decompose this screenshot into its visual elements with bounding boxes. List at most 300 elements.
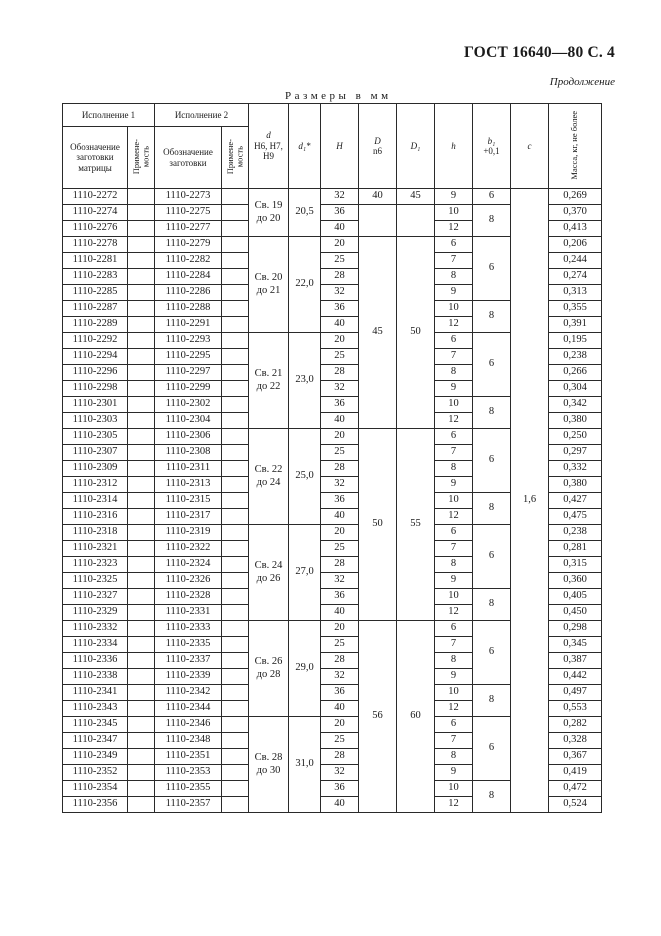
version-2-application — [222, 365, 249, 381]
d-range-to: до 24 — [256, 476, 281, 488]
version-1-designation: 1110-2321 — [63, 541, 128, 557]
H-cell: 36 — [321, 685, 359, 701]
mass-cell: 0,274 — [549, 269, 602, 285]
mass-cell: 0,367 — [549, 749, 602, 765]
version-2-application — [222, 797, 249, 813]
d-range-cell — [249, 525, 289, 621]
mass-cell: 0,282 — [549, 717, 602, 733]
header-application-1 — [128, 127, 155, 189]
H-cell: 40 — [321, 797, 359, 813]
mass-cell: 0,450 — [549, 605, 602, 621]
version-2-application — [222, 429, 249, 445]
version-1-designation: 1110-2276 — [63, 221, 128, 237]
version-2-application — [222, 445, 249, 461]
d-range-from: Св. 20 — [254, 272, 283, 284]
version-2-application — [222, 237, 249, 253]
table-row — [63, 189, 602, 205]
header-d-fit: H6, H7, H9 — [254, 140, 283, 162]
version-1-designation: 1110-2334 — [63, 637, 128, 653]
H-cell: 28 — [321, 749, 359, 765]
mass-cell: 0,497 — [549, 685, 602, 701]
mass-cell: 0,380 — [549, 413, 602, 429]
version-1-designation: 1110-2283 — [63, 269, 128, 285]
H-cell: 32 — [321, 765, 359, 781]
page-header: ГОСТ 16640—80 С. 4 — [463, 44, 615, 61]
version-2-designation: 1110-2295 — [155, 349, 222, 365]
header-mass-label: Масса, кг, не более — [569, 110, 580, 180]
h-cell: 7 — [435, 253, 473, 269]
version-1-application — [128, 621, 155, 637]
version-1-designation: 1110-2301 — [63, 397, 128, 413]
version-2-application — [222, 541, 249, 557]
version-1-designation: 1110-2294 — [63, 349, 128, 365]
version-1-designation: 1110-2329 — [63, 605, 128, 621]
h-cell: 10 — [435, 589, 473, 605]
header-d-symbol: d — [266, 130, 271, 141]
mass-cell: 0,472 — [549, 781, 602, 797]
version-2-application — [222, 509, 249, 525]
mass-cell: 0,391 — [549, 317, 602, 333]
D-cell: 56 — [359, 621, 397, 813]
D-cell: 45 — [359, 237, 397, 429]
version-2-application — [222, 349, 249, 365]
version-2-designation: 1110-2344 — [155, 701, 222, 717]
d-range-to: до 26 — [256, 572, 281, 584]
version-2-designation: 1110-2324 — [155, 557, 222, 573]
h-cell: 12 — [435, 413, 473, 429]
d1-cell: 27,0 — [289, 525, 321, 621]
version-1-designation: 1110-2356 — [63, 797, 128, 813]
version-1-designation: 1110-2278 — [63, 237, 128, 253]
d-range-cell — [249, 717, 289, 813]
h-cell: 8 — [435, 557, 473, 573]
H-cell: 20 — [321, 429, 359, 445]
version-1-application — [128, 445, 155, 461]
version-1-designation: 1110-2341 — [63, 685, 128, 701]
version-1-designation: 1110-2272 — [63, 189, 128, 205]
H-cell: 36 — [321, 301, 359, 317]
version-2-designation: 1110-2333 — [155, 621, 222, 637]
d-range-from: Св. 28 — [254, 752, 283, 764]
version-2-designation: 1110-2331 — [155, 605, 222, 621]
version-1-designation: 1110-2298 — [63, 381, 128, 397]
version-2-application — [222, 221, 249, 237]
version-2-designation: 1110-2286 — [155, 285, 222, 301]
version-1-application — [128, 685, 155, 701]
header-D — [359, 104, 397, 189]
H-cell: 25 — [321, 541, 359, 557]
h-cell: 9 — [435, 573, 473, 589]
h-cell: 12 — [435, 317, 473, 333]
version-1-designation: 1110-2336 — [63, 653, 128, 669]
version-2-application — [222, 653, 249, 669]
version-2-designation: 1110-2273 — [155, 189, 222, 205]
version-1-application — [128, 749, 155, 765]
version-2-application — [222, 605, 249, 621]
d1-cell: 31,0 — [289, 717, 321, 813]
version-2-application — [222, 397, 249, 413]
H-cell: 36 — [321, 493, 359, 509]
b1-cell: 6 — [473, 621, 511, 685]
mass-cell: 0,355 — [549, 301, 602, 317]
version-1-application — [128, 589, 155, 605]
version-1-application — [128, 317, 155, 333]
version-1-application — [128, 381, 155, 397]
H-cell: 20 — [321, 621, 359, 637]
h-cell: 6 — [435, 237, 473, 253]
d-range-from: Св. 21 — [254, 368, 283, 380]
mass-cell: 0,405 — [549, 589, 602, 605]
mass-cell: 0,345 — [549, 637, 602, 653]
version-1-application — [128, 237, 155, 253]
version-1-application — [128, 333, 155, 349]
mass-cell: 0,238 — [549, 349, 602, 365]
version-1-designation: 1110-2347 — [63, 733, 128, 749]
b1-cell: 8 — [473, 493, 511, 525]
H-cell: 36 — [321, 781, 359, 797]
h-cell: 6 — [435, 717, 473, 733]
version-2-designation: 1110-2319 — [155, 525, 222, 541]
H-cell: 28 — [321, 653, 359, 669]
h-cell: 9 — [435, 477, 473, 493]
version-2-designation: 1110-2335 — [155, 637, 222, 653]
version-2-designation: 1110-2326 — [155, 573, 222, 589]
version-2-designation: 1110-2342 — [155, 685, 222, 701]
h-cell: 9 — [435, 285, 473, 301]
version-1-application — [128, 301, 155, 317]
version-2-application — [222, 669, 249, 685]
version-1-designation: 1110-2309 — [63, 461, 128, 477]
h-cell: 6 — [435, 525, 473, 541]
version-2-application — [222, 589, 249, 605]
version-1-application — [128, 461, 155, 477]
version-2-designation: 1110-2279 — [155, 237, 222, 253]
version-2-designation: 1110-2297 — [155, 365, 222, 381]
mass-cell: 0,328 — [549, 733, 602, 749]
version-2-application — [222, 557, 249, 573]
mass-cell: 0,380 — [549, 477, 602, 493]
header-d — [249, 104, 289, 189]
version-1-designation: 1110-2307 — [63, 445, 128, 461]
version-2-application — [222, 573, 249, 589]
h-cell: 9 — [435, 189, 473, 205]
h-cell: 9 — [435, 381, 473, 397]
version-2-application — [222, 477, 249, 493]
version-2-designation: 1110-2275 — [155, 205, 222, 221]
version-2-application — [222, 381, 249, 397]
version-2-designation: 1110-2348 — [155, 733, 222, 749]
H-cell: 32 — [321, 477, 359, 493]
h-cell: 10 — [435, 301, 473, 317]
version-1-designation: 1110-2352 — [63, 765, 128, 781]
version-2-application — [222, 205, 249, 221]
d-range-to: до 28 — [256, 668, 281, 680]
version-1-designation: 1110-2318 — [63, 525, 128, 541]
version-1-application — [128, 541, 155, 557]
version-2-application — [222, 301, 249, 317]
header-d1: d₁* — [289, 104, 321, 189]
version-1-application — [128, 637, 155, 653]
H-cell: 40 — [321, 509, 359, 525]
version-1-designation: 1110-2325 — [63, 573, 128, 589]
mass-cell: 0,413 — [549, 221, 602, 237]
version-2-application — [222, 461, 249, 477]
H-cell: 25 — [321, 349, 359, 365]
d1-cell: 25,0 — [289, 429, 321, 525]
D-cell: 50 — [359, 429, 397, 621]
version-1-application — [128, 189, 155, 205]
version-1-designation: 1110-2323 — [63, 557, 128, 573]
H-cell: 32 — [321, 573, 359, 589]
d-range-from: Св. 24 — [254, 560, 283, 572]
version-2-application — [222, 621, 249, 637]
d-range-cell — [249, 237, 289, 333]
version-1-designation: 1110-2338 — [63, 669, 128, 685]
H-cell: 25 — [321, 253, 359, 269]
b1-cell: 8 — [473, 781, 511, 813]
header-D1: D₁ — [397, 104, 435, 189]
version-1-application — [128, 701, 155, 717]
b1-cell: 6 — [473, 237, 511, 301]
version-2-application — [222, 637, 249, 653]
version-1-application — [128, 605, 155, 621]
mass-cell: 0,313 — [549, 285, 602, 301]
version-2-application — [222, 317, 249, 333]
version-1-application — [128, 397, 155, 413]
version-2-designation: 1110-2355 — [155, 781, 222, 797]
version-1-designation: 1110-2289 — [63, 317, 128, 333]
version-1-application — [128, 669, 155, 685]
header-b1-symbol: b₁ — [487, 135, 496, 146]
mass-cell: 0,427 — [549, 493, 602, 509]
mass-cell: 0,244 — [549, 253, 602, 269]
version-2-designation: 1110-2282 — [155, 253, 222, 269]
h-cell: 7 — [435, 733, 473, 749]
version-1-application — [128, 653, 155, 669]
version-2-designation: 1110-2357 — [155, 797, 222, 813]
b1-cell: 8 — [473, 589, 511, 621]
version-1-application — [128, 573, 155, 589]
b1-cell: 6 — [473, 429, 511, 493]
version-1-designation: 1110-2281 — [63, 253, 128, 269]
header-h: h — [435, 104, 473, 189]
b1-cell: 6 — [473, 525, 511, 589]
version-2-application — [222, 717, 249, 733]
version-2-application — [222, 701, 249, 717]
header-designation-2: Обозначение заготовки — [155, 127, 222, 189]
header-D-symbol: D — [374, 135, 381, 146]
b1-cell: 8 — [473, 301, 511, 333]
d-range-cell — [249, 429, 289, 525]
version-2-application — [222, 189, 249, 205]
version-2-application — [222, 493, 249, 509]
header-application-2 — [222, 127, 249, 189]
version-1-application — [128, 525, 155, 541]
version-2-designation: 1110-2291 — [155, 317, 222, 333]
mass-cell: 0,360 — [549, 573, 602, 589]
h-cell: 12 — [435, 509, 473, 525]
h-cell: 8 — [435, 749, 473, 765]
c-cell: 1,6 — [511, 189, 549, 813]
version-1-designation: 1110-2316 — [63, 509, 128, 525]
version-2-application — [222, 685, 249, 701]
H-cell: 40 — [321, 701, 359, 717]
mass-cell: 0,206 — [549, 237, 602, 253]
header-application-1-label: Примене- мость — [130, 138, 150, 174]
header-b1 — [473, 104, 511, 189]
h-cell: 9 — [435, 669, 473, 685]
header-c: c — [511, 104, 549, 189]
h-cell: 10 — [435, 397, 473, 413]
version-1-application — [128, 477, 155, 493]
version-1-application — [128, 781, 155, 797]
mass-cell: 0,281 — [549, 541, 602, 557]
H-cell: 40 — [321, 413, 359, 429]
H-cell: 40 — [321, 221, 359, 237]
header-version-2: Исполнение 2 — [155, 104, 249, 127]
version-2-application — [222, 781, 249, 797]
H-cell: 32 — [321, 669, 359, 685]
version-1-application — [128, 429, 155, 445]
h-cell: 9 — [435, 765, 473, 781]
version-2-designation: 1110-2353 — [155, 765, 222, 781]
version-2-application — [222, 525, 249, 541]
version-2-designation: 1110-2337 — [155, 653, 222, 669]
version-2-designation: 1110-2351 — [155, 749, 222, 765]
version-1-designation: 1110-2314 — [63, 493, 128, 509]
header-D-fit: n6 — [373, 146, 382, 156]
version-1-designation: 1110-2327 — [63, 589, 128, 605]
h-cell: 10 — [435, 493, 473, 509]
mass-cell: 0,342 — [549, 397, 602, 413]
version-2-application — [222, 749, 249, 765]
mass-cell: 0,250 — [549, 429, 602, 445]
D1-cell: 55 — [397, 429, 435, 621]
version-2-designation: 1110-2339 — [155, 669, 222, 685]
h-cell: 6 — [435, 429, 473, 445]
d-range-from: Св. 26 — [254, 656, 283, 668]
version-2-designation: 1110-2322 — [155, 541, 222, 557]
version-2-designation: 1110-2302 — [155, 397, 222, 413]
continuation-label: Продолжение — [549, 76, 615, 88]
H-cell: 25 — [321, 445, 359, 461]
b1-cell: 6 — [473, 333, 511, 397]
h-cell: 12 — [435, 701, 473, 717]
version-2-designation: 1110-2313 — [155, 477, 222, 493]
d-range-cell — [249, 333, 289, 429]
version-1-application — [128, 413, 155, 429]
version-2-application — [222, 733, 249, 749]
d-range-to: до 21 — [256, 284, 281, 296]
version-2-application — [222, 285, 249, 301]
d-range-to: до 22 — [256, 380, 281, 392]
H-cell: 25 — [321, 733, 359, 749]
D1-cell: 50 — [397, 237, 435, 429]
version-1-designation: 1110-2354 — [63, 781, 128, 797]
D1-cell: 45 — [397, 189, 435, 205]
version-1-application — [128, 253, 155, 269]
header-designation-1: Обозначение заготовки матрицы — [63, 127, 128, 189]
h-cell: 7 — [435, 541, 473, 557]
D-cell: 40 — [359, 189, 397, 205]
h-cell: 8 — [435, 653, 473, 669]
H-cell: 36 — [321, 589, 359, 605]
version-2-designation: 1110-2311 — [155, 461, 222, 477]
H-cell: 20 — [321, 525, 359, 541]
h-cell: 6 — [435, 333, 473, 349]
version-1-application — [128, 493, 155, 509]
version-1-designation: 1110-2305 — [63, 429, 128, 445]
mass-cell: 0,238 — [549, 525, 602, 541]
version-1-designation: 1110-2345 — [63, 717, 128, 733]
d-range-to: до 20 — [256, 212, 281, 224]
mass-cell: 0,553 — [549, 701, 602, 717]
version-2-application — [222, 269, 249, 285]
version-1-designation: 1110-2349 — [63, 749, 128, 765]
version-1-application — [128, 205, 155, 221]
version-1-designation: 1110-2343 — [63, 701, 128, 717]
d-range-from: Св. 19 — [254, 200, 283, 212]
D1-cell: 60 — [397, 621, 435, 813]
h-cell: 10 — [435, 685, 473, 701]
version-1-application — [128, 509, 155, 525]
version-1-application — [128, 557, 155, 573]
version-1-designation: 1110-2292 — [63, 333, 128, 349]
mass-cell: 0,524 — [549, 797, 602, 813]
d1-cell: 29,0 — [289, 621, 321, 717]
h-cell: 12 — [435, 221, 473, 237]
mass-cell: 0,297 — [549, 445, 602, 461]
H-cell: 36 — [321, 205, 359, 221]
version-2-designation: 1110-2299 — [155, 381, 222, 397]
mass-cell: 0,315 — [549, 557, 602, 573]
dimensions-table — [62, 103, 602, 813]
version-1-application — [128, 717, 155, 733]
version-1-designation: 1110-2285 — [63, 285, 128, 301]
H-cell: 28 — [321, 365, 359, 381]
d-range-to: до 30 — [256, 764, 281, 776]
version-2-designation: 1110-2315 — [155, 493, 222, 509]
version-1-designation: 1110-2287 — [63, 301, 128, 317]
h-cell: 6 — [435, 621, 473, 637]
version-2-designation: 1110-2346 — [155, 717, 222, 733]
mass-cell: 0,475 — [549, 509, 602, 525]
h-cell: 7 — [435, 445, 473, 461]
b1-cell: 8 — [473, 205, 511, 237]
version-2-application — [222, 765, 249, 781]
version-1-designation: 1110-2312 — [63, 477, 128, 493]
H-cell: 36 — [321, 397, 359, 413]
version-1-application — [128, 285, 155, 301]
d-range-cell — [249, 621, 289, 717]
d-range-from: Св. 22 — [254, 464, 283, 476]
header-mass — [549, 104, 602, 189]
h-cell: 8 — [435, 365, 473, 381]
h-cell: 7 — [435, 349, 473, 365]
version-1-application — [128, 221, 155, 237]
h-cell: 10 — [435, 205, 473, 221]
header-b1-tolerance: +0,1 — [483, 146, 500, 156]
version-2-designation: 1110-2306 — [155, 429, 222, 445]
H-cell: 20 — [321, 333, 359, 349]
h-cell: 8 — [435, 461, 473, 477]
H-cell: 32 — [321, 381, 359, 397]
d1-cell: 20,5 — [289, 189, 321, 237]
H-cell: 40 — [321, 605, 359, 621]
version-2-application — [222, 333, 249, 349]
version-1-application — [128, 365, 155, 381]
H-cell: 28 — [321, 269, 359, 285]
